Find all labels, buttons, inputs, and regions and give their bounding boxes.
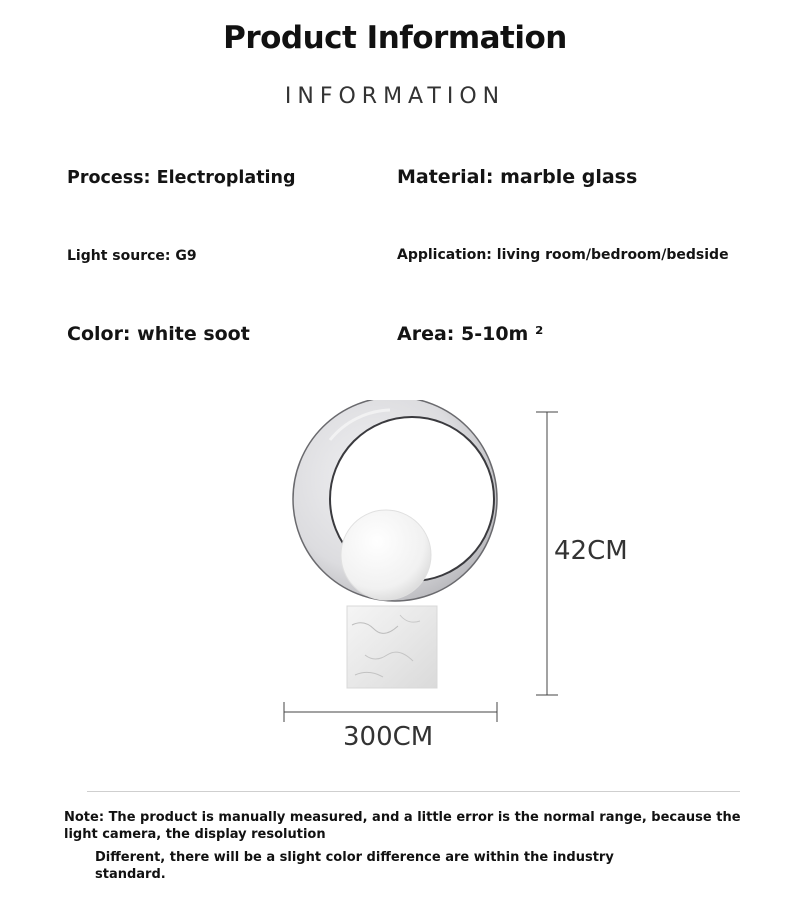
spec-area: Area: 5-10m ²: [397, 323, 544, 345]
page-title: Product Information: [223, 20, 567, 56]
lamp-base: [347, 606, 437, 688]
section-subtitle: INFORMATION: [284, 84, 506, 109]
width-dimension-label: 300CM: [343, 722, 434, 752]
spec-material: Material: marble glass: [397, 166, 638, 188]
divider: [87, 791, 740, 792]
spec-light-source: Light source: G9: [67, 248, 197, 264]
lamp-bulb: [341, 510, 431, 600]
note-line-2: Different, there will be a slight color difference are within the industry standard.: [95, 850, 614, 882]
spec-color: Color: white soot: [67, 323, 250, 345]
height-dimension-label: 42CM: [554, 536, 628, 566]
lamp-illustration: [270, 400, 570, 730]
spec-process: Process: Electroplating: [67, 168, 296, 188]
spec-application: Application: living room/bedroom/bedside: [397, 247, 729, 263]
note-line-1: Note: The product is manually measured, and a little error is the normal range, because the light camera, the display resolution: [64, 810, 741, 842]
